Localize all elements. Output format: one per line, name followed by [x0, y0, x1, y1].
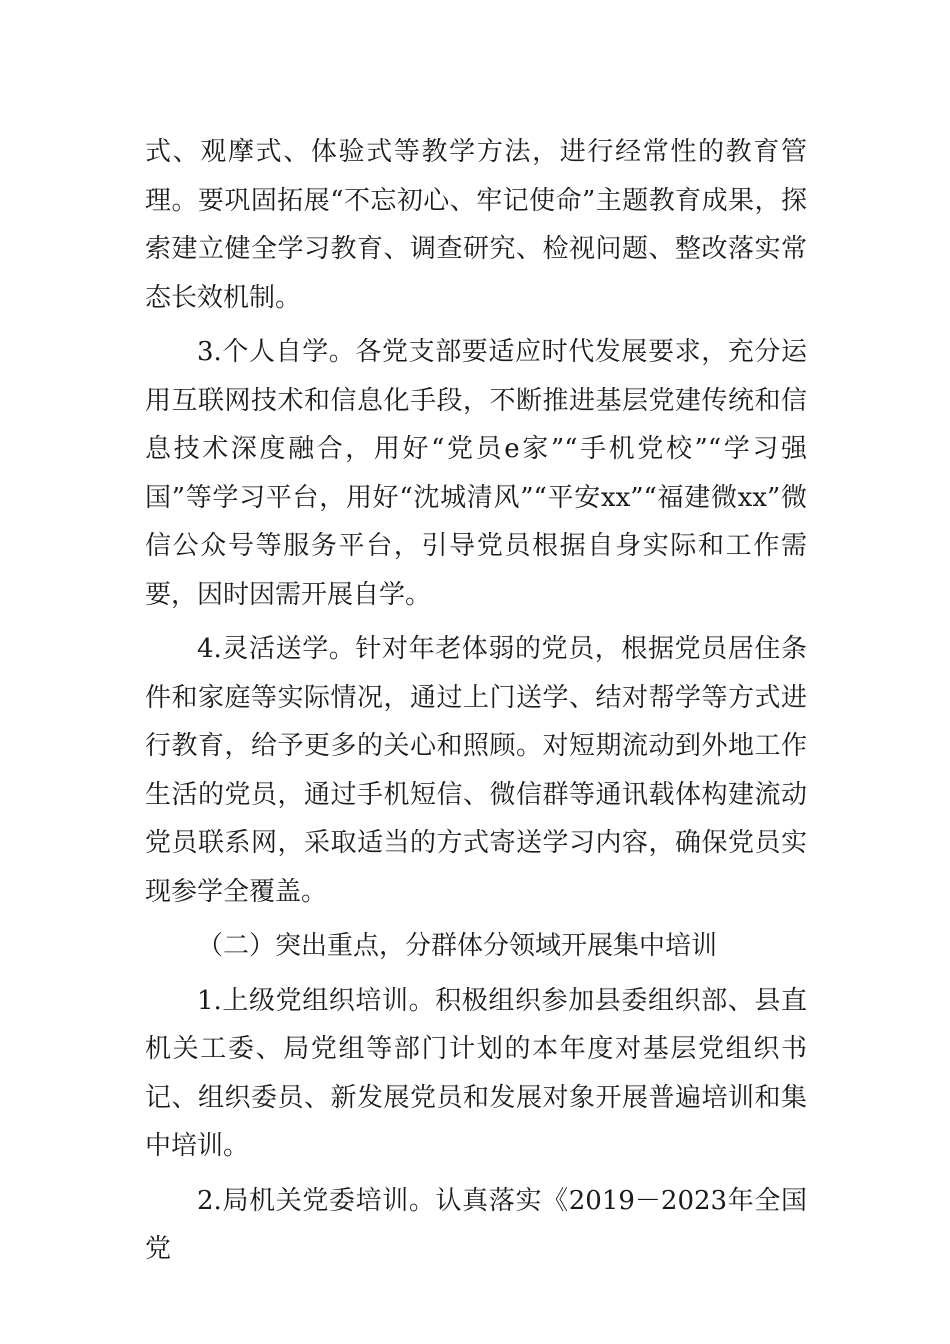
paragraph-continuation: 式、观摩式、体验式等教学方法，进行经常性的教育管理。要巩固拓展“不忘初心、牢记使命”主题教育成果，探索建立健全学习教育、调查研究、检视问题、整改落实常态长效机制。	[145, 137, 807, 313]
paragraph-personal-self-study: 3.个人自学。各党支部要适应时代发展要求，充分运用互联网技术和信息化手段，不断推进基层党建传统和信息技术深度融合，用好“党员e家”“手机党校”“学习强国”等学习平台，用好“沈城清风”“平安xx”“福建微xx”微信公众号等服务平台，引导党员根据自身实际和工作需要，因时因需开展自学。	[145, 337, 807, 610]
document-body	[145, 128, 807, 1280]
paragraph-superior-party-training: 1.上级党组织培训。积极组织参加县委组织部、县直机关工委、局党组等部门计划的本年度对基层党组织书记、组织委员、新发展党员和发展对象开展普遍培训和集中培训。	[145, 985, 807, 1161]
section-heading: （二）突出重点，分群体分领域开展集中培训	[197, 931, 718, 961]
paragraph-flexible-delivery-study: 4.灵活送学。针对年老体弱的党员，根据党员居住条件和家庭等实际情况，通过上门送学、结对帮学等方式进行教育，给予更多的关心和照顾。对短期流动到外地工作生活的党员，通过手机短信、微信群等通讯载体构建流动党员联系网，采取适当的方式寄送学习内容，确保党员实现参学全覆盖。	[145, 634, 807, 907]
paragraph-bureau-party-committee-training: 2.局机关党委培训。认真落实《2019－2023年全国党	[145, 1185, 807, 1264]
